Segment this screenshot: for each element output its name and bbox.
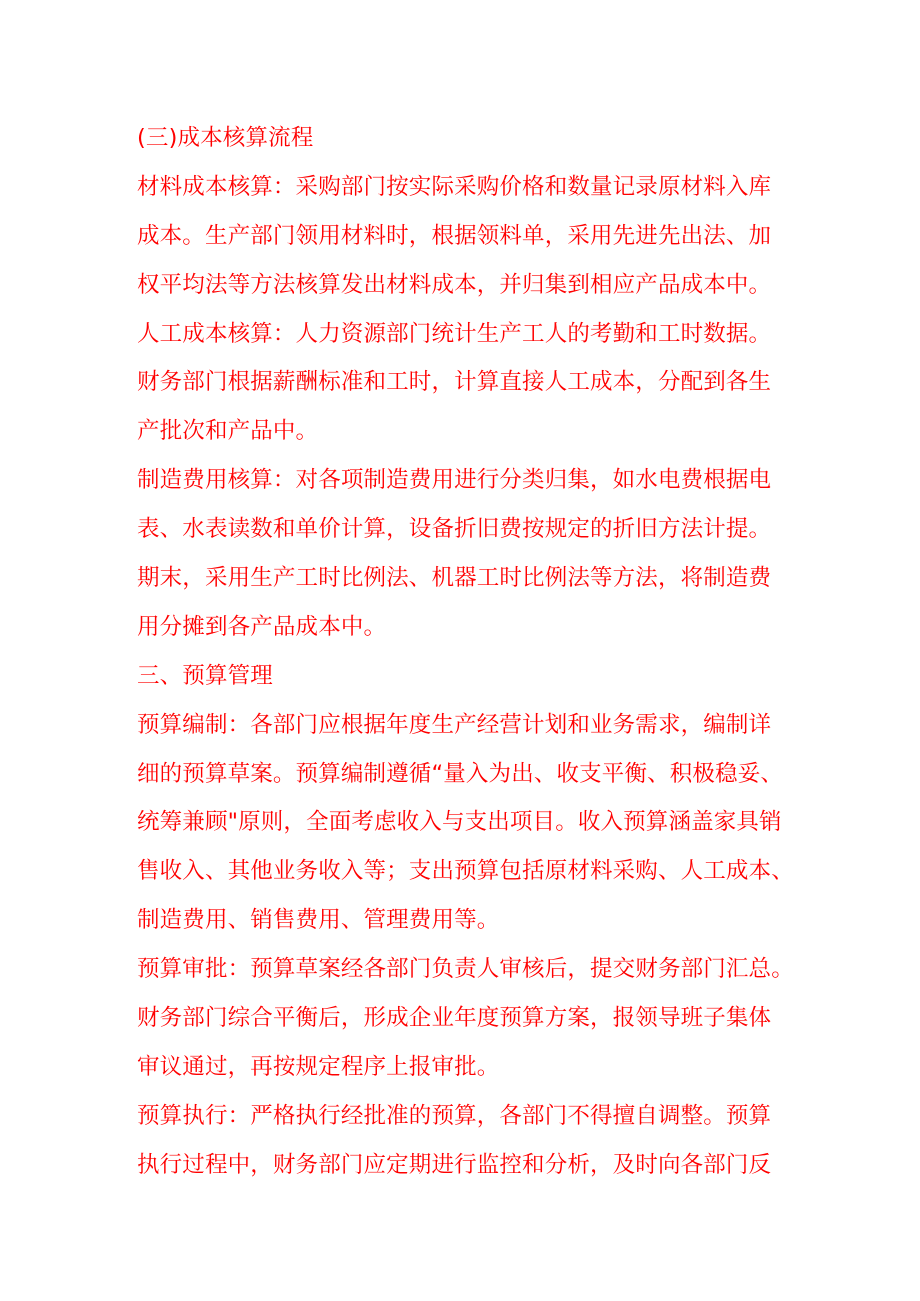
paragraph-line: 预算编制：各部门应根据年度生产经营计划和业务需求，编制详 — [137, 711, 772, 738]
paragraph-line: 产批次和产品中。 — [137, 418, 319, 445]
paragraph-line: 财务部门综合平衡后，形成企业年度预算方案，报领导班子集体 — [137, 1005, 772, 1032]
paragraph-line: 细的预算草案。预算编制遵循“量入为出、收支平衡、积极稳妥、 — [137, 760, 784, 787]
paragraph-line: 制造费用核算：对各项制造费用进行分类归集，如水电费根据电 — [137, 467, 772, 494]
paragraph-line: 统筹兼顾"原则，全面考虑收入与支出项目。收入预算涵盖家具销 — [137, 809, 782, 836]
paragraph-line: 制造费用、销售费用、管理费用等。 — [137, 907, 500, 934]
paragraph-line: 期末，采用生产工时比例法、机器工时比例法等方法，将制造费 — [137, 565, 772, 592]
paragraph-line: 售收入、其他业务收入等；支出预算包括原材料采购、人工成本、 — [137, 858, 794, 885]
paragraph-line: 审议通过，再按规定程序上报审批。 — [137, 1053, 500, 1080]
paragraph-line: 预算审批：预算草案经各部门负责人审核后，提交财务部门汇总。 — [137, 956, 794, 983]
section-heading-cost-accounting-process: (三)成本核算流程 — [137, 125, 314, 151]
document-body — [137, 114, 797, 1190]
paragraph-line: 预算执行：严格执行经批准的预算，各部门不得擅自调整。预算 — [137, 1102, 772, 1129]
paragraph-line: 材料成本核算：采购部门按实际采购价格和数量记录原材料入库 — [137, 173, 772, 200]
section-heading-budget-management: 三、预算管理 — [137, 662, 273, 689]
paragraph-line: 人工成本核算：人力资源部门统计生产工人的考勤和工时数据。 — [137, 320, 772, 347]
paragraph-line: 表、水表读数和单价计算，设备折旧费按规定的折旧方法计提。 — [137, 516, 772, 543]
paragraph-line: 财务部门根据薪酬标准和工时，计算直接人工成本，分配到各生 — [137, 369, 772, 396]
paragraph-line: 执行过程中，财务部门应定期进行监控和分析，及时向各部门反 — [137, 1151, 772, 1178]
paragraph-line: 权平均法等方法核算发出材料成本，并归集到相应产品成本中。 — [137, 271, 772, 298]
paragraph-line: 成本。生产部门领用材料时，根据领料单，采用先进先出法、加 — [137, 222, 772, 249]
paragraph-line: 用分摊到各产品成本中。 — [137, 613, 387, 640]
